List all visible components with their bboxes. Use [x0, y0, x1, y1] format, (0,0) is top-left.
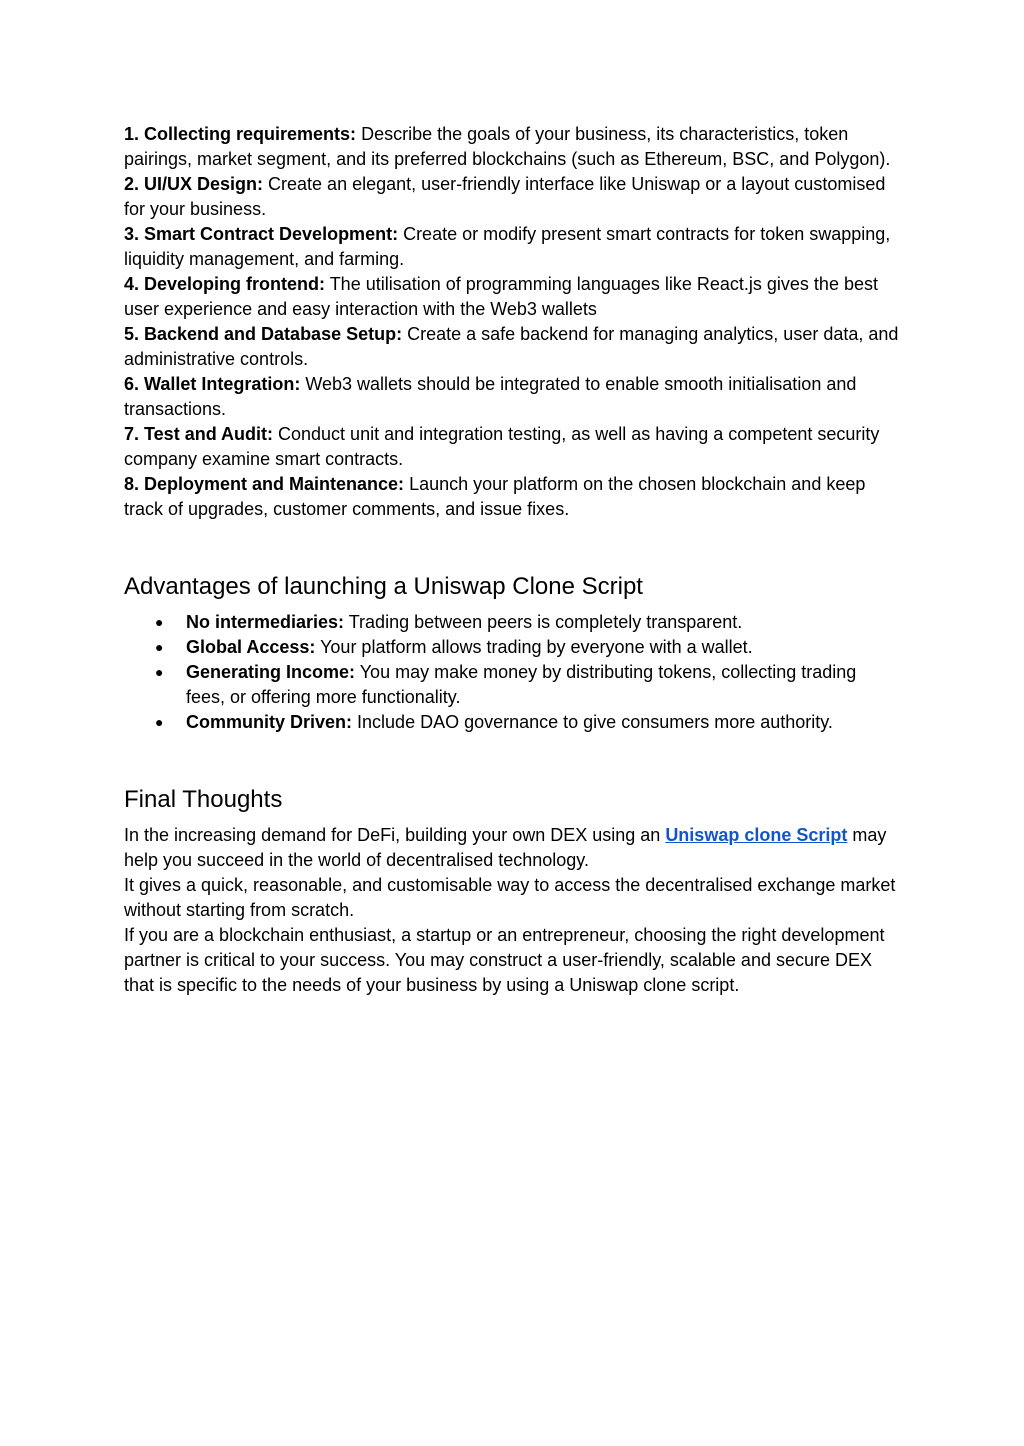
final-paragraph-1 — [124, 823, 900, 873]
list-item — [155, 710, 900, 735]
step-7-title: 7. Test and Audit: — [124, 424, 274, 444]
list-item — [155, 660, 900, 710]
step-3 — [124, 222, 900, 272]
advantage-text: Trading between peers is completely transparent. — [344, 612, 743, 632]
step-3-title: 3. Smart Contract Development: — [124, 224, 399, 244]
uniswap-clone-script-link[interactable]: Uniswap clone Script — [665, 825, 848, 845]
step-2-text: Create an elegant, user-friendly interface like Uniswap or a layout customised for your business. — [124, 174, 886, 219]
step-3-text: Create or modify present smart contracts for token swapping, liquidity management, and farming. — [124, 224, 891, 269]
step-2-title: 2. UI/UX Design: — [124, 174, 264, 194]
step-6-text: Web3 wallets should be integrated to enable smooth initialisation and transactions. — [124, 374, 857, 419]
document-page — [124, 122, 900, 998]
step-7 — [124, 422, 900, 472]
advantage-title: Global Access: — [186, 637, 316, 657]
step-1-text: Describe the goals of your business, its characteristics, token pairings, market segment, and its preferred blockchains (such as Ethereum, BSC, and Polygon). — [124, 124, 891, 169]
step-4-title: 4. Developing frontend: — [124, 274, 326, 294]
final-thoughts-heading: Final Thoughts — [124, 786, 283, 813]
final-thoughts-section — [124, 785, 900, 998]
final-p1-after: may help you succeed in the world of decentralised technology. — [124, 825, 887, 870]
advantage-text: Include DAO governance to give consumers more authority. — [352, 712, 833, 732]
advantage-title: Generating Income: — [186, 662, 356, 682]
spacer — [124, 735, 900, 785]
bullet-icon: ● — [155, 639, 164, 655]
bullet-icon: ● — [155, 714, 164, 730]
step-7-text: Conduct unit and integration testing, as well as having a competent security company examine smart contracts. — [124, 424, 880, 469]
advantage-text: You may make money by distributing tokens, collecting trading fees, or offering more functionality. — [186, 662, 857, 707]
step-1-title: 1. Collecting requirements: — [124, 124, 357, 144]
final-p1-before: In the increasing demand for DeFi, building your own DEX using an — [124, 825, 666, 845]
step-1 — [124, 122, 900, 172]
step-2 — [124, 172, 900, 222]
advantage-title: No intermediaries: — [186, 612, 345, 632]
bullet-icon: ● — [155, 664, 164, 680]
advantage-title: Community Driven: — [186, 712, 353, 732]
development-steps — [124, 122, 900, 522]
list-item — [155, 610, 900, 635]
list-item — [155, 635, 900, 660]
step-4-text: The utilisation of programming languages like React.js gives the best user experience and easy interaction with the Web3 wallets — [124, 274, 878, 319]
step-8-text: Launch your platform on the chosen blockchain and keep track of upgrades, customer comments, and issue fixes. — [124, 474, 866, 519]
advantage-text: Your platform allows trading by everyone with a wallet. — [315, 637, 753, 657]
advantages-heading: Advantages of launching a Uniswap Clone Script — [124, 573, 643, 600]
final-paragraph-3: If you are a blockchain enthusiast, a startup or an entrepreneur, choosing the right development partner is critical to your success. You may construct a user-friendly, scalable and secure DEX that is specific to the needs of your business by using a Uniswap clone script. — [124, 925, 885, 995]
step-8 — [124, 472, 900, 522]
bullet-icon: ● — [155, 614, 164, 630]
spacer — [124, 522, 900, 572]
step-4 — [124, 272, 900, 322]
advantages-section — [124, 572, 900, 735]
advantages-list — [124, 610, 900, 735]
step-5 — [124, 322, 900, 372]
step-8-title: 8. Deployment and Maintenance: — [124, 474, 405, 494]
step-6 — [124, 372, 900, 422]
step-5-title: 5. Backend and Database Setup: — [124, 324, 403, 344]
step-5-text: Create a safe backend for managing analytics, user data, and administrative controls. — [124, 324, 899, 369]
final-paragraph-2: It gives a quick, reasonable, and customisable way to access the decentralised exchange market without starting from scratch. — [124, 875, 896, 920]
step-6-title: 6. Wallet Integration: — [124, 374, 301, 394]
